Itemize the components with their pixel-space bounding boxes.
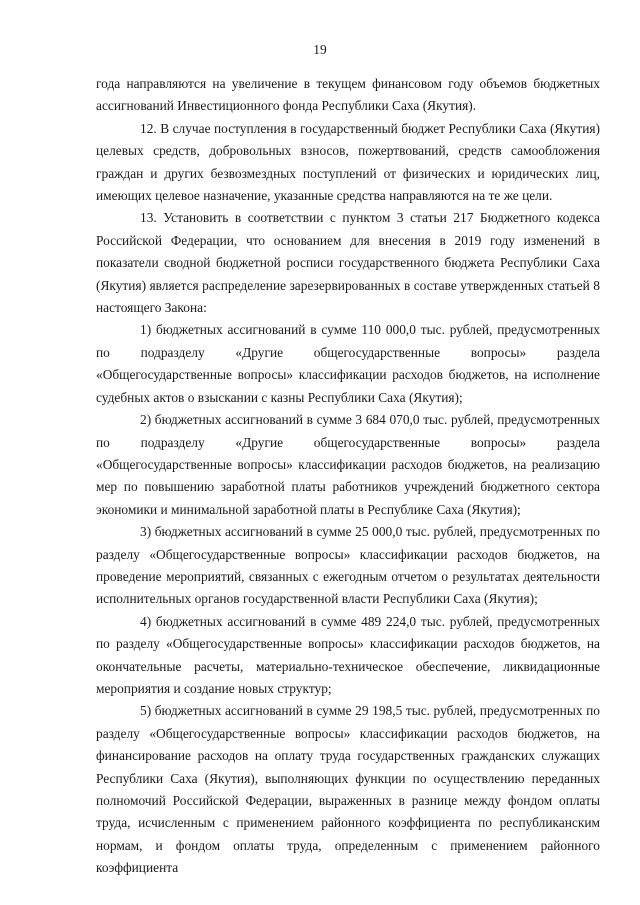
list-item-1: 1) бюджетных ассигнований в сумме 110 000,0 тыс. рублей, предусмотренных по подразделу «Другие общегосударственные вопросы» раздела «Общегосударственные вопросы» классификации расходов бюджетов, на исполнение судебных актов о взыскании с казны Республики Саха (Якутия); xyxy=(96,322,600,405)
paragraph-continuation: года направляются на увеличение в текущем финансовом году объемов бюджетных ассигнований Инвестиционного фонда Республики Саха (Якутия). xyxy=(96,76,600,114)
list-item-2: 2) бюджетных ассигнований в сумме 3 684 070,0 тыс. рублей, предусмотренных по подразделу «Другие общегосударственные вопросы» раздела «Общегосударственные вопросы» классификации расходов бюджетов, на реализацию мер по повышению заработной платы работников учреждений бюджетного сектора экономики и минимальной заработной платы в Республике Саха (Якутия); xyxy=(96,412,600,517)
list-item-4: 4) бюджетных ассигнований в сумме 489 224,0 тыс. рублей, предусмотренных по разделу «Общегосударственные вопросы» классификации расходов бюджетов, на окончательные расчеты, материально-техническое обеспечение, ликвидационные мероприятия и создание новых структур; xyxy=(96,613,600,696)
list-item-3: 3) бюджетных ассигнований в сумме 25 000,0 тыс. рублей, предусмотренных по разделу «Общегосударственные вопросы» классификации расходов бюджетов, на проведение мероприятий, связанных с ежегодным отчетом о результатах деятельности исполнительных органов государственной власти Республики Саха (Якутия); xyxy=(96,524,600,607)
list-item-5: 5) бюджетных ассигнований в сумме 29 198,5 тыс. рублей, предусмотренных по разделу «Общегосударственные вопросы» классификации расходов бюджетов, на финансирование расходов на оплату труда государственных гражданских служащих Республики Саха (Якутия), выполняющих функции по осуществлению переданных полномочий Российской Федерации, выраженных в разнице между фондом оплаты труда, исчисленным с применением районного коэффициента по республиканским нормам, и фондом оплаты труда, определенным с применением районного коэффициента xyxy=(96,703,600,876)
page-number: 19 xyxy=(313,42,327,57)
paragraph-item-12: 12. В случае поступления в государственный бюджет Республики Саха (Якутия) целевых средств, добровольных взносов, пожертвований, средств самообложения граждан и других безвозмездных поступлений от физических и юридических лиц, имеющих целевое назначение, указанные средства направляются на те же цели. xyxy=(96,120,600,204)
paragraph-item-13: 13. Установить в соответствии с пунктом 3 статьи 217 Бюджетного кодекса Российской Федерации, что основанием для внесения в 2019 году изменений в показатели сводной бюджетной росписи государственного бюджета Республики Саха (Якутия) является распределение зарезервированных в составе утвержденных статьей 8 настоящего Закона: xyxy=(96,210,600,316)
document-body xyxy=(96,73,600,880)
